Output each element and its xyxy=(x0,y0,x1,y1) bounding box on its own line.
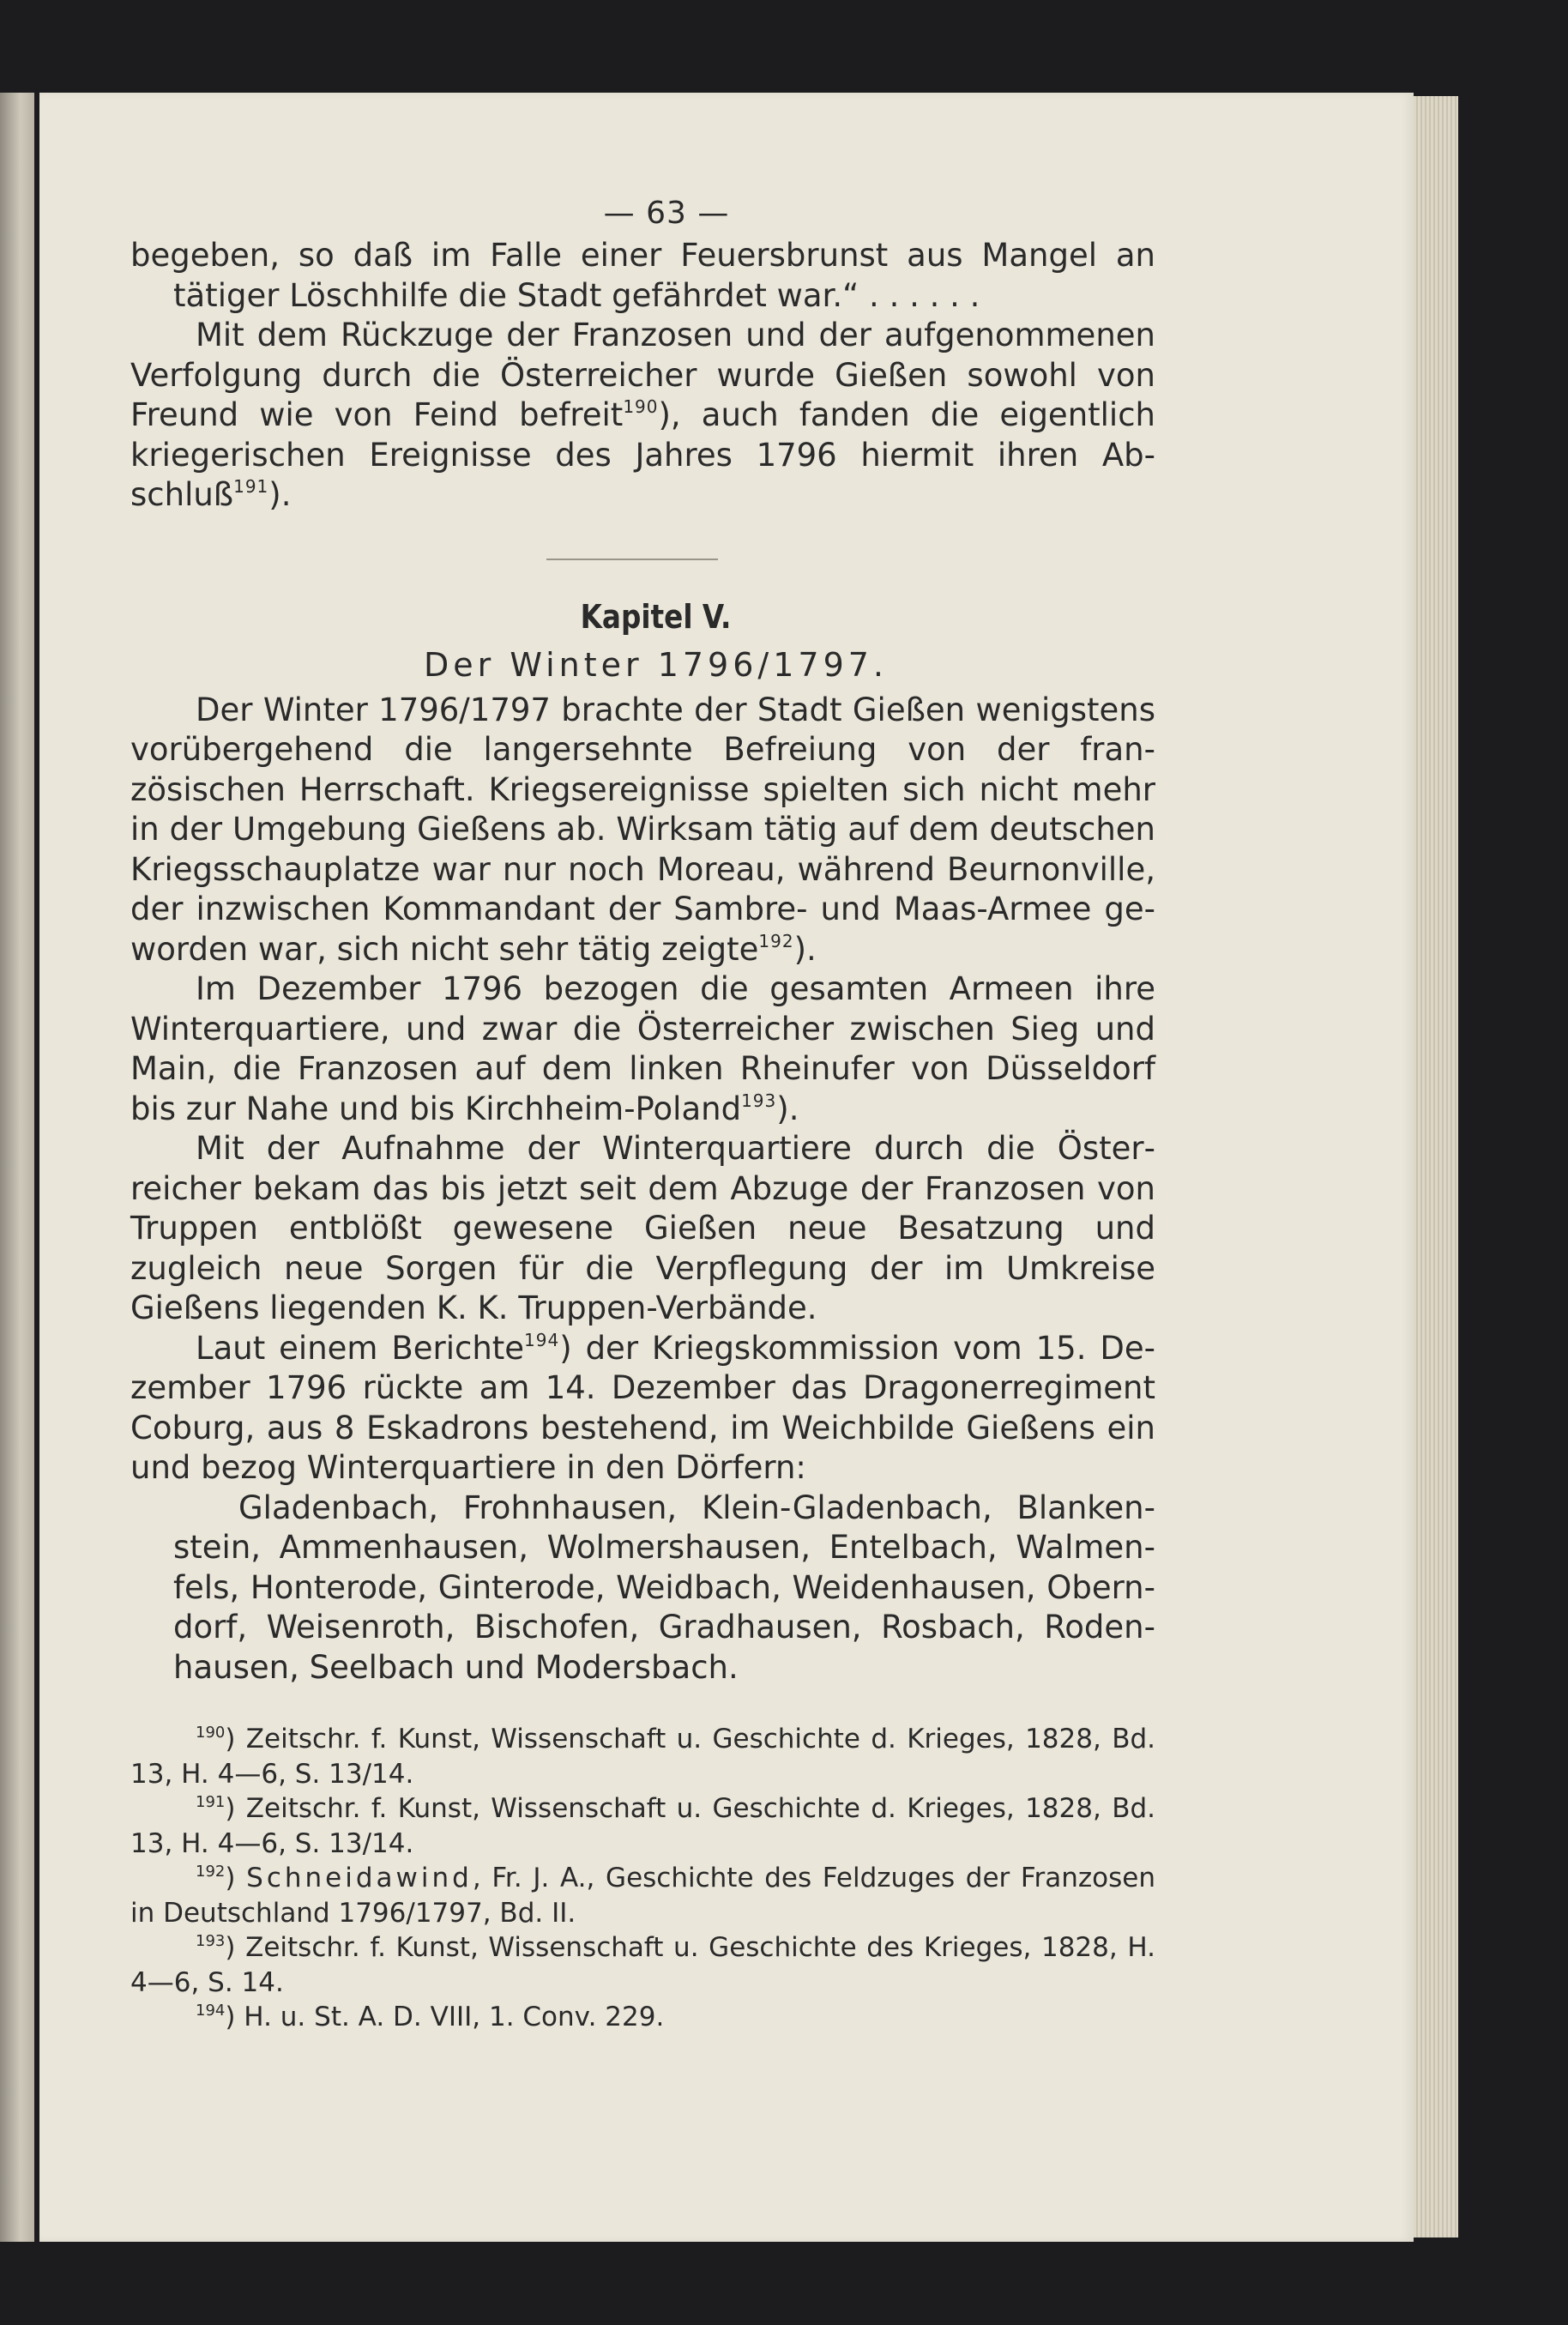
footnote-text: ) Zeitschr. f. Kunst, Wissenschaft u. Geschichte d. Krieges, 1828, Bd. 13, H. 4—6, S. 13/14. xyxy=(130,1724,1155,1790)
footnote-text: ) H. u. St. A. D. VIII, 1. Conv. 229. xyxy=(225,2002,665,2032)
paragraph-report xyxy=(130,1329,1155,1489)
footnote-mark: 192 xyxy=(196,1863,226,1881)
footnote-text: ) Zeitschr. f. Kunst, Wissenschaft u. Geschichte d. Krieges, 1828, Bd. 13, H. 4—6, S. 13/14. xyxy=(130,1793,1155,1859)
footnote-text: , Fr. J. A., Geschichte des Feldzuges der Franzosen in Deutschland 1796/1797, Bd. II. xyxy=(130,1863,1156,1929)
page-stack-edge xyxy=(1414,96,1458,2237)
footnote-ref: 193 xyxy=(741,1090,777,1111)
footnote-text: ) Zeitschr. f. Kunst, Wissenschaft u. Geschichte des Krieges, 1828, H. 4—6, S. 14. xyxy=(130,1932,1155,1998)
footnote-193 xyxy=(130,1930,1155,2000)
paragraph-retreat xyxy=(130,316,1155,516)
footnote-mark: 190 xyxy=(196,1724,226,1742)
paragraph-winter xyxy=(130,691,1155,970)
paragraph-text: ), auch fanden die eigentlich kriegerischen Ereignisse des Jahres 1796 hiermit ihren Abschluß xyxy=(130,396,1156,513)
chapter-title: Kapitel V. xyxy=(580,597,732,636)
paragraph-text: Im Dezember 1796 bezogen die gesamten Armeen ihre Winterquartiere, und zwar die Österreicher zwischen Sieg und Main, die Franzosen auf dem linken Rheinufer von Düsseldorf bis zur Nahe und bis Kirchheim-Poland xyxy=(130,970,1155,1127)
footnote-191 xyxy=(130,1791,1155,1861)
intro-line-2: tätiger Löschhilfe die Stadt gefährdet war.“ . . . . . . xyxy=(173,276,980,314)
footnote-mark: 193 xyxy=(196,1932,226,1950)
chapter-subtitle: Der Winter 1796/1797. xyxy=(424,645,888,684)
footnote-author: Schneidawind xyxy=(246,1863,473,1893)
paragraph-quarters: Mit der Aufnahme der Winterquartiere durch die Österreicher bekam das bis jetzt seit dem Abzuge der Franzosen von Truppen entblößt gewesene Gießen neue Besatzung und zugleich neue Sorgen für die Verpflegung der im Umkreise Gießens liegenden K. K. Truppen-Verbände. xyxy=(130,1130,1155,1326)
paragraph-text: ). xyxy=(268,476,292,513)
footnote-mark: 194 xyxy=(196,2002,226,2020)
footnotes xyxy=(130,1722,1155,2035)
paragraph-text: Mit dem Rückzuge der Franzosen und der aufgenommenen Verfolgung durch die Österreicher wurde Gießen sowohl von Freund wie von Feind befreit xyxy=(130,317,1155,433)
village-list: Gladenbach, Frohnhausen, Klein-Gladenbach, Blankenstein, Ammenhausen, Wolmershausen, Entelbach, Walmenfels, Honterode, Ginterode, Weidbach, Weidenhausen, Oberndorf, Weisenroth, Bischofen, Gradhausen, Rosbach, Rodenhausen, Seelbach und Modersbach. xyxy=(173,1489,1155,1686)
section-divider xyxy=(546,559,718,560)
footnote-ref: 194 xyxy=(524,1329,560,1350)
paragraph-december xyxy=(130,969,1155,1129)
paragraph-text: Laut einem Berichte xyxy=(196,1329,525,1367)
page-text xyxy=(130,193,1155,2035)
footnote-ref: 190 xyxy=(623,396,659,417)
footnote-190 xyxy=(130,1722,1155,1791)
footnote-ref: 191 xyxy=(233,476,269,497)
intro-line-1: begeben, so daß im Falle einer Feuersbrunst aus Mangel an xyxy=(130,237,1155,274)
footnote-ref: 192 xyxy=(758,930,794,951)
page-number: — 63 — xyxy=(603,196,730,231)
footnote-192: $^{192}$) Schneidawind, Fr. J. A., Geschichte des Feldzuges der Franzosen in Deutschland 1796/1797, Bd. II. xyxy=(130,1863,1156,1929)
paragraph-text: ) der Kriegskommission vom 15. Dezember 1796 rückte am 14. Dezember das Dragonerregiment Coburg, aus 8 Eskadrons bestehend, im Weichbilde Gießens ein und bezog Winterquartiere in den Dörfern: xyxy=(130,1329,1155,1486)
paragraph-text: ). xyxy=(776,1090,799,1127)
paragraph-text: ). xyxy=(793,930,817,968)
adjacent-page-edge xyxy=(0,93,34,2242)
footnote-mark: 191 xyxy=(196,1793,226,1811)
paragraph-text: Der Winter 1796/1797 brachte der Stadt Gießen wenigstens vorübergehend die langersehnte Befreiung von der französischen Herrschaft. Kriegsereignisse spielten sich nicht mehr in der Umgebung Gießens ab. Wirksam tätig auf dem deutschen Kriegsschauplatze war nur noch Moreau, während Beurnonville, der inzwischen Kommandant der Sambre- und Maas-Armee geworden war, sich nicht sehr tätig zeigte xyxy=(130,691,1155,968)
footnote-194 xyxy=(130,2000,1155,2035)
